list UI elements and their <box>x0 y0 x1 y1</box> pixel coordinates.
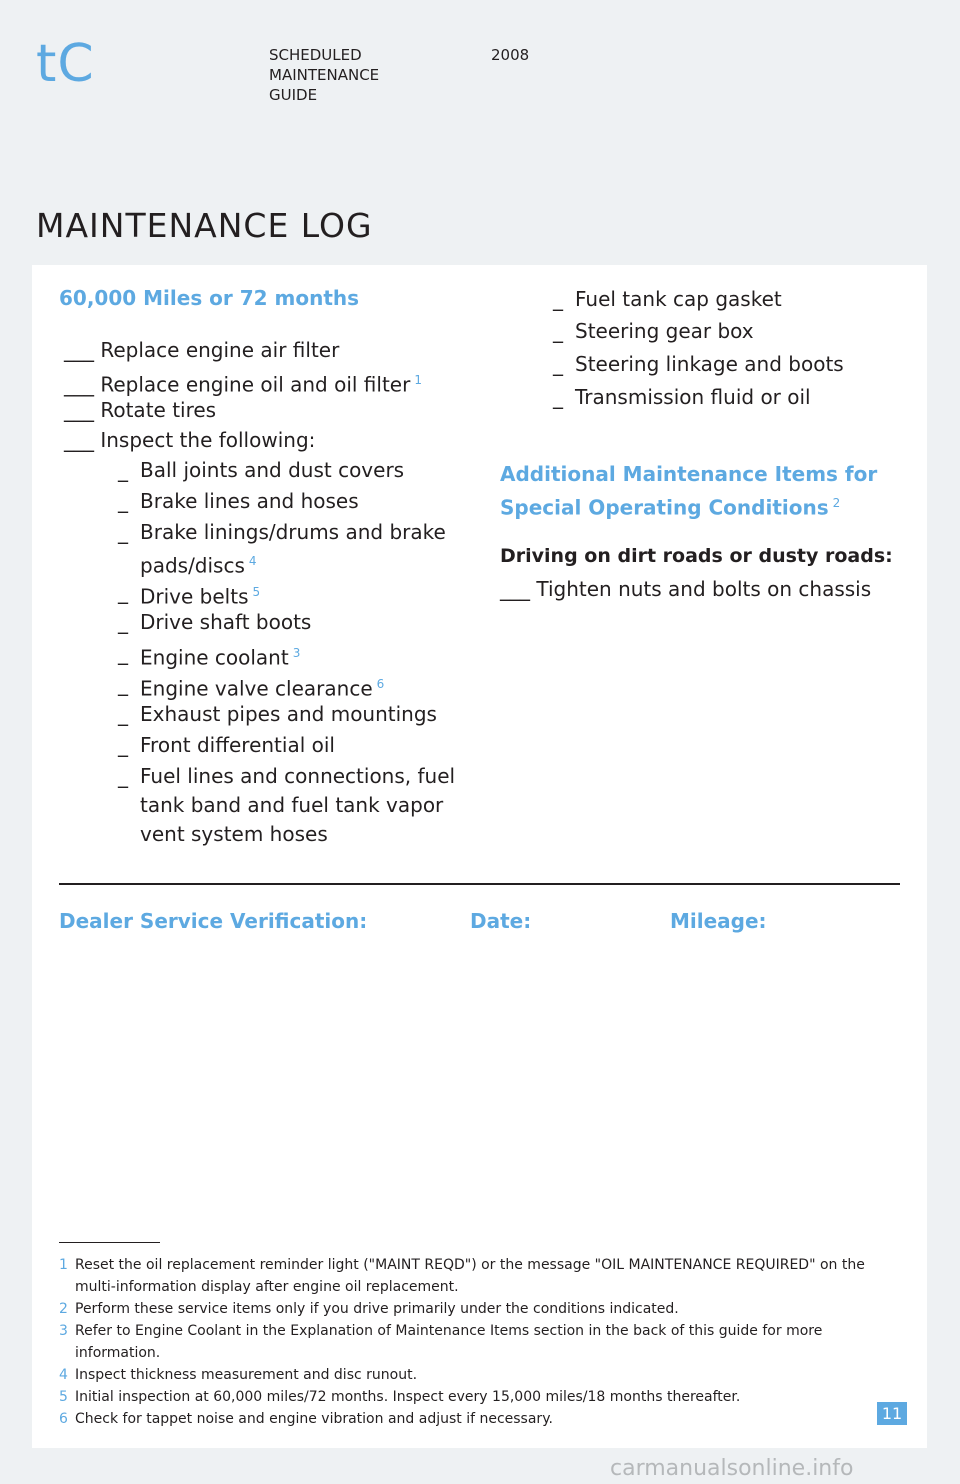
section-divider <box>59 883 900 885</box>
inspect-item <box>118 731 335 760</box>
interval-heading: 60,000 Miles or 72 months <box>59 286 360 310</box>
inspect-text: tank band and fuel tank vapor <box>140 793 444 817</box>
condition-task: ___ Tighten nuts and bolts on chassis <box>500 577 872 601</box>
bullet-dash: _ <box>553 352 563 376</box>
inspect-item <box>118 670 384 704</box>
inspect-item <box>118 639 300 673</box>
task-item <box>64 335 339 365</box>
inspect-item <box>553 383 811 412</box>
inspect-text: Ball joints and dust covers <box>140 458 405 482</box>
additional-heading <box>500 460 877 523</box>
footnote-number: 1 <box>59 1257 68 1273</box>
inspect-item <box>118 608 311 637</box>
inspect-text: Steering gear box <box>575 319 754 343</box>
inspect-text: Drive shaft boots <box>140 610 312 634</box>
model-year: 2008 <box>491 46 530 64</box>
inspect-text: pads/discs <box>140 553 245 578</box>
date-label: Date: <box>470 909 532 933</box>
footnote-text: Refer to Engine Coolant in the Explanation of Maintenance Items section in the back of this guide for more information. <box>75 1323 823 1361</box>
footnote-text: Initial inspection at 60,000 miles/72 months. Inspect every 15,000 miles/18 months thereafter. <box>75 1389 741 1405</box>
bullet-dash: _ <box>553 385 563 409</box>
page-number: 11 <box>877 1402 907 1425</box>
inspect-item <box>553 350 844 379</box>
footnote <box>59 1386 879 1408</box>
task-text: ___ Rotate tires <box>64 398 217 422</box>
guide-title <box>269 45 409 105</box>
bullet-dash: _ <box>118 641 128 665</box>
bullet-dash: _ <box>118 672 128 696</box>
inspect-item <box>118 762 455 849</box>
footnote <box>59 1254 879 1298</box>
inspect-text: vent system hoses <box>140 822 328 846</box>
guide-title-line: SCHEDULED <box>269 46 362 64</box>
footnote <box>59 1320 879 1364</box>
mileage-label: Mileage: <box>670 909 767 933</box>
task-item <box>64 395 216 425</box>
bullet-dash: _ <box>553 319 563 343</box>
additional-heading-line: Special Operating Conditions <box>500 495 829 520</box>
footnote-number: 5 <box>59 1389 68 1405</box>
inspect-item <box>553 285 782 314</box>
footnote-number: 2 <box>59 1301 68 1317</box>
bullet-dash: _ <box>118 702 128 726</box>
additional-heading-line: Additional Maintenance Items for <box>500 462 878 486</box>
footnote-divider <box>59 1242 160 1243</box>
footnote-text: Reset the oil replacement reminder light ("MAINT REQD") or the message "OIL MAINTENANCE REQUIRED" on the multi-information display after engine oil replacement. <box>75 1257 865 1295</box>
bullet-dash: _ <box>553 287 563 311</box>
bullet-dash: _ <box>118 764 128 788</box>
bullet-dash: _ <box>118 458 128 482</box>
guide-title-line: GUIDE <box>269 86 318 104</box>
footnote-ref: 2 <box>832 496 841 510</box>
inspect-item <box>118 700 437 729</box>
footnote-text: Perform these service items only if you drive primarily under the conditions indicated. <box>75 1301 679 1317</box>
inspect-item <box>118 518 446 581</box>
footnote <box>59 1298 879 1320</box>
inspect-text: Engine valve clearance <box>140 676 373 701</box>
brand-logo: tC <box>36 34 95 94</box>
footnote-ref: 4 <box>248 554 257 568</box>
task-item <box>64 425 315 455</box>
inspect-text: Front differential oil <box>140 733 335 757</box>
bullet-dash: _ <box>118 489 128 513</box>
guide-title-line: MAINTENANCE <box>269 66 380 84</box>
page-title: MAINTENANCE LOG <box>36 206 373 245</box>
task-text: ___ Replace engine air filter <box>64 338 340 362</box>
inspect-item <box>118 456 404 485</box>
footnote-ref: 6 <box>376 677 385 691</box>
inspect-text: Drive belts <box>140 584 249 609</box>
condition-label: Driving on dirt roads or dusty roads: <box>500 545 893 567</box>
footnote-ref: 1 <box>414 373 422 387</box>
inspect-text: Fuel lines and connections, fuel <box>140 764 456 788</box>
inspect-item <box>553 317 754 346</box>
footnote-ref: 5 <box>252 585 261 599</box>
footnote <box>59 1408 879 1430</box>
footnote-ref: 3 <box>292 646 301 660</box>
bullet-dash: _ <box>118 520 128 544</box>
bullet-dash: _ <box>118 580 128 604</box>
footnote-text: Check for tappet noise and engine vibration and adjust if necessary. <box>75 1411 553 1427</box>
watermark: carmanualsonline.info <box>610 1456 854 1481</box>
bullet-dash: _ <box>118 610 128 634</box>
inspect-text: Exhaust pipes and mountings <box>140 702 437 726</box>
inspect-text: Engine coolant <box>140 645 289 670</box>
inspect-text: Fuel tank cap gasket <box>575 287 782 311</box>
footnote-number: 3 <box>59 1323 68 1339</box>
inspect-text: Steering linkage and boots <box>575 352 844 376</box>
footnote-text: Inspect thickness measurement and disc runout. <box>75 1367 418 1383</box>
inspect-text: Transmission fluid or oil <box>575 385 811 409</box>
footnote-number: 4 <box>59 1367 68 1383</box>
inspect-item <box>118 487 359 516</box>
inspect-text: Brake lines and hoses <box>140 489 359 513</box>
inspect-text: Brake linings/drums and brake <box>140 520 446 544</box>
task-text: ___ Inspect the following: <box>64 428 316 452</box>
footnote-number: 6 <box>59 1411 68 1427</box>
task-text: ___ Replace engine oil and oil filter <box>64 372 411 397</box>
footnote <box>59 1364 879 1386</box>
inspect-item <box>118 578 260 612</box>
dealer-verification-label: Dealer Service Verification: <box>59 909 368 933</box>
bullet-dash: _ <box>118 733 128 757</box>
